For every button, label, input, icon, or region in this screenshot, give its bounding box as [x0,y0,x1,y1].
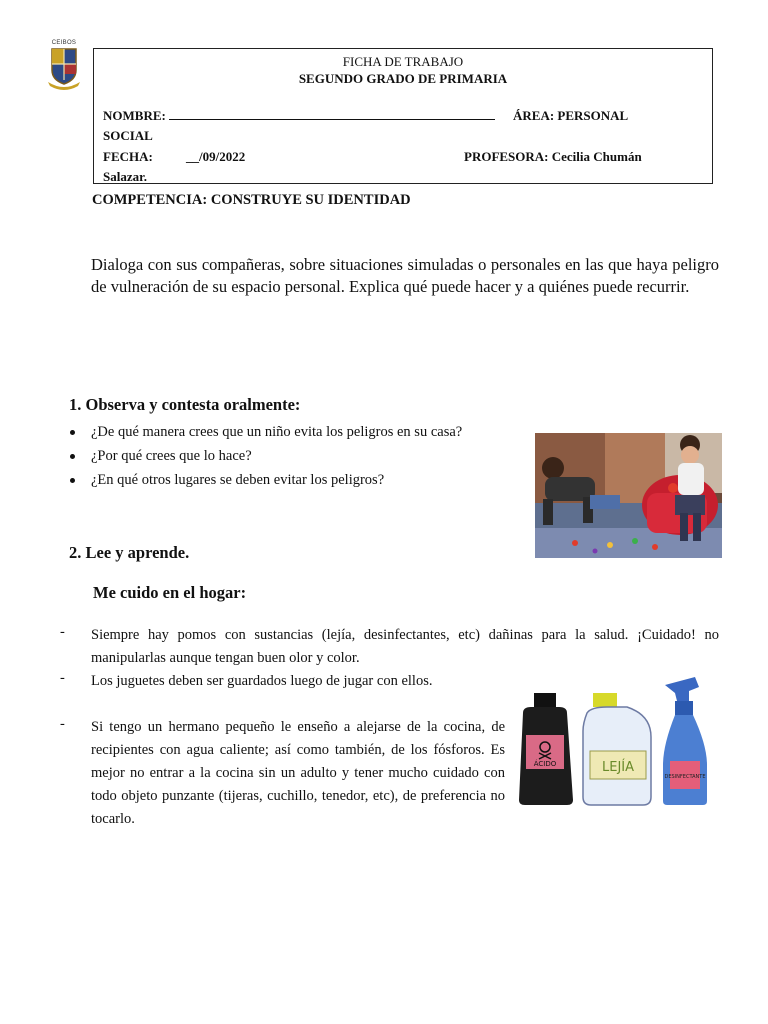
section-1-title: 1. Observa y contesta oralmente: [69,395,301,414]
name-field[interactable] [103,108,495,124]
section-2-title: 2. Lee y aprende. [69,543,190,562]
question-text: ¿De qué manera crees que un niño evita los peligros en su casa? [91,424,463,440]
list-item [69,420,529,444]
bullet-icon [70,478,75,483]
children-playing-photo [535,433,722,558]
date-value[interactable]: __/09/2022 [186,149,246,164]
teacher-label: PROFESORA: Cecilia Chumán [464,149,642,164]
intro-paragraph: Dialoga con sus compañeras, sobre situaciones simuladas o personales en las que haya peligro de vulneración de su espacio personal. Explica qué puede hacer y a quiénes puede recurrir. [91,255,719,296]
school-logo [44,40,84,90]
bullet-icon [70,430,75,435]
name-label: NOMBRE: [103,108,166,123]
chemical-bottles-illustration [517,665,717,810]
list-item [69,444,529,468]
bullet-icon [70,454,75,459]
question-list [69,420,529,492]
section-2-subtitle: Me cuido en el hogar: [93,583,247,602]
safety-tip: Si tengo un hermano pequeño le enseño a alejarse de la cocina, de recipientes con agua caliente; así como también, de los fósforos. Es mejor no entrar a la cocina sin un adulto y tener mucho cuidado con todo objeto punzante (tijeras, cuchillo, tenedor, etc), de preferencia no tocarlo. [91,719,505,827]
area-continuation: SOCIAL [103,128,153,143]
dash-marker: - [60,624,65,640]
competency-heading: COMPETENCIA: CONSTRUYE SU IDENTIDAD [92,192,411,208]
question-text: ¿Por qué crees que lo hace? [91,448,252,464]
logo-label: CEIBOS [51,40,77,46]
name-blank[interactable] [169,108,495,120]
header-box [93,48,713,184]
dash-marker: - [60,670,65,686]
grade-subtitle: SEGUNDO GRADO DE PRIMARIA [298,71,508,86]
safety-tip: Siempre hay pomos con sustancias (lejía, desinfectantes, etc) dañinas para la salud. ¡Cuidado! no manipularlas aunque tengan buen olor y color. [91,627,719,666]
worksheet-title: FICHA DE TRABAJO [342,54,464,69]
question-text: ¿En qué otros lugares se deben evitar los peligros? [91,472,385,488]
date-label: FECHA: [103,149,153,164]
spray-label-text: DESINFECTANTE [664,774,706,780]
dash-marker: - [60,716,65,732]
teacher-continuation: Salazar. [103,169,147,184]
bleach-label-text: LEJÍA [601,760,635,775]
school-crest-icon [44,40,84,90]
area-label: ÁREA: PERSONAL [513,108,629,123]
safety-tip: Los juguetes deben ser guardados luego de jugar con ellos. [91,673,433,689]
acid-label-text: ÁCIDO [533,760,557,768]
list-item [69,468,529,492]
